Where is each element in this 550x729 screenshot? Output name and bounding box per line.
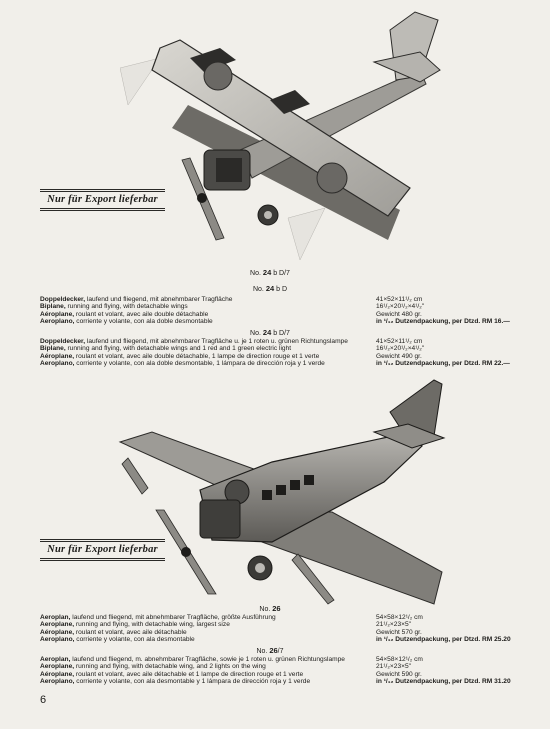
export-banner-bottom xyxy=(40,538,165,562)
model-suffix: b D/7 xyxy=(273,330,290,337)
description-line: Aeroplan, laufend und fliegend, m. abnehmbarer Tragfläche, sowie je 1 roten u. grünen Richtungslampe xyxy=(40,656,345,663)
description-line: Aeroplan, laufend und fliegend, mit abnehmbarer Tragfläche, größte Ausführung xyxy=(40,614,276,621)
spec-price: in ¹/₁₂ Dutzendpackung, per Dtzd. RM 25.20 xyxy=(376,636,511,644)
spec-price: in ¹/₁₂ Dutzendpackung, per Dtzd. RM 16.— xyxy=(376,318,510,326)
product-description xyxy=(40,338,370,368)
description-line: Aéroplane, roulant et volant, avec aile double détachable xyxy=(40,310,209,318)
export-banner-text: Nur für Export lieferbar xyxy=(47,194,158,205)
spec-weight: Gewicht 590 gr. xyxy=(376,670,422,678)
description-line: Doppeldecker, laufend und fliegend, mit abnehmbarer Tragfläche u. je 1 roten u. grünen Richtungslampe xyxy=(40,338,348,345)
no-prefix: No. xyxy=(250,270,261,277)
no-prefix: No. xyxy=(250,330,261,337)
model-suffix: /7 xyxy=(277,648,284,655)
page-number: 6 xyxy=(40,694,47,706)
no-prefix: No. xyxy=(256,648,268,655)
model-number-label xyxy=(220,268,320,277)
model-suffix: b D xyxy=(276,286,288,293)
description-line: Aeroplane, running and flying, with detachable wing, and 2 lights on the wing xyxy=(40,663,266,671)
spec-dimensions-in: 16¹/₂×20¹/₂×4¹/₂" xyxy=(376,303,425,311)
model-number: 24 xyxy=(262,328,272,337)
product-specs xyxy=(376,296,510,326)
product-specs xyxy=(376,614,511,644)
spec-dimensions-in: 21¹/₂×23×5" xyxy=(376,663,411,671)
monoplane-illustration xyxy=(112,372,447,607)
no-prefix: No. xyxy=(252,286,264,293)
model-number-label xyxy=(220,604,320,613)
description-line: Aéroplane, roulant et volant, avec aile détachable et 1 lampe de direction rouge et 1 verte xyxy=(40,670,304,678)
model-number: 24 xyxy=(265,284,275,293)
description-line: Aéroplane, roulant et volant, avec aile détachable xyxy=(40,628,187,636)
spec-dimensions-in: 21¹/₂×23×5" xyxy=(376,621,411,629)
model-number: 26 xyxy=(269,646,278,655)
product-description xyxy=(40,296,370,326)
spec-weight: Gewicht 490 gr. xyxy=(376,352,422,360)
product-specs xyxy=(376,656,511,686)
no-prefix: No. xyxy=(259,606,271,613)
spec-weight: Gewicht 570 gr. xyxy=(376,628,422,636)
description-line: Aeroplane, running and flying, with detachable wing, largest size xyxy=(40,621,230,629)
model-suffix: b D/7 xyxy=(273,270,290,277)
product-description xyxy=(40,614,370,644)
product-description xyxy=(40,656,370,686)
description-line: Doppeldecker, laufend und fliegend, mit abnehmbarer Tragfläche xyxy=(40,296,233,303)
model-number-label xyxy=(220,328,320,337)
description-line: Aéroplane, roulant et volant, avec aile double détachable, 1 lampe de direction rouge et 1 verte xyxy=(40,352,320,360)
export-banner-top xyxy=(40,188,165,212)
spec-price: in ¹/₁₂ Dutzendpackung, per Dtzd. RM 22.— xyxy=(376,360,510,368)
description-line: Biplane, running and flying, with detachable wings xyxy=(40,303,188,311)
spec-dimensions-cm: 54×58×12¹/₂ cm xyxy=(376,614,423,621)
description-line: Aeroplano, corriente y volante, con ala desmontable xyxy=(40,636,195,644)
spec-dimensions-cm: 41×52×11¹/₂ cm xyxy=(376,338,423,345)
description-line: Aeroplano, corriente y volante, con ala doble desmontable, 1 lámpara de dirección roja y 1 verde xyxy=(40,360,325,368)
model-number-label xyxy=(220,646,320,655)
spec-dimensions-cm: 41×52×11¹/₂ cm xyxy=(376,296,423,303)
description-line: Aeroplano, corriente y volante, con ala desmontable y 1 lámpara de dirección roja y 1 verde xyxy=(40,678,311,686)
export-banner-text: Nur für Export lieferbar xyxy=(47,544,158,555)
description-line: Aeroplano, corriente y volante, con ala doble desmontable xyxy=(40,318,213,326)
spec-price: in ¹/₁₂ Dutzendpackung, per Dtzd. RM 31.20 xyxy=(376,678,511,686)
spec-dimensions-in: 16¹/₂×20¹/₂×4¹/₂" xyxy=(376,345,425,353)
biplane-illustration xyxy=(120,10,450,270)
model-number-label xyxy=(220,284,320,293)
spec-weight: Gewicht 480 gr. xyxy=(376,310,422,318)
model-number: 26 xyxy=(272,604,281,613)
spec-dimensions-cm: 54×58×12¹/₂ cm xyxy=(376,656,423,663)
product-specs xyxy=(376,338,510,368)
description-line: Biplane, running and flying, with detachable wings and 1 red and 1 green electric light xyxy=(40,345,292,353)
model-number: 24 xyxy=(262,268,272,277)
